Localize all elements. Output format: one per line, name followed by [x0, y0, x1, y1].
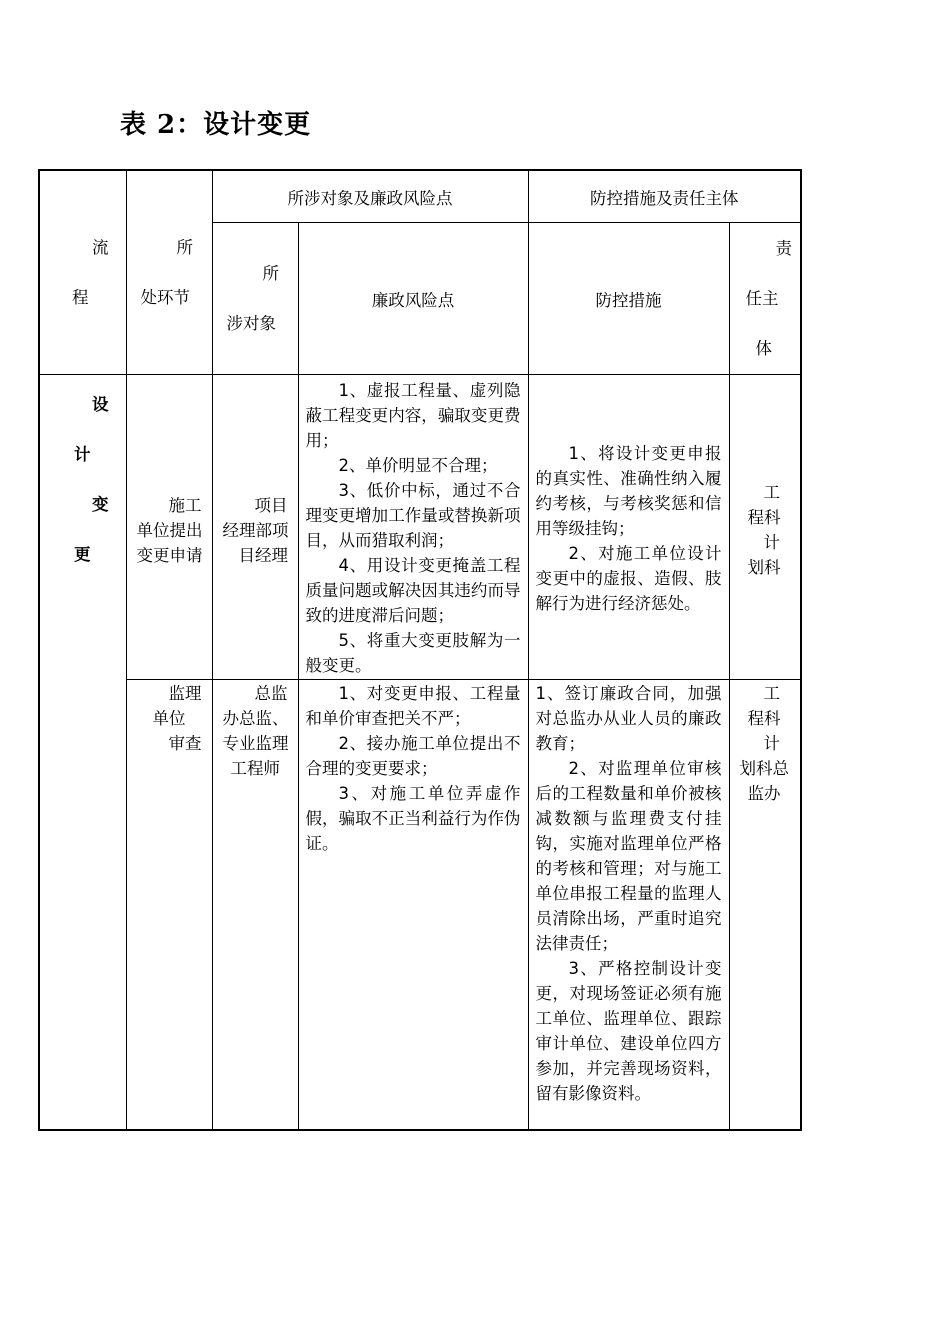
stage-line1: 监理	[168, 684, 202, 703]
process-name-char2: 计	[74, 445, 91, 464]
object-line2: 经理部项	[222, 520, 289, 540]
risk-item: 3、低价中标，通过不合理变更增加工作量或替换新项目，从而猎取利润；	[305, 481, 521, 550]
header-responsible-line3: 体	[755, 338, 772, 358]
responsible-line3: 计	[763, 734, 780, 753]
header-stage-line1: 所	[176, 237, 193, 257]
risk-item: 1、对变更申报、工程量和单价审查把关不严；	[305, 684, 521, 728]
stage-cell	[126, 375, 212, 680]
process-name-char1: 设	[92, 395, 109, 414]
header-process-line2: 程	[72, 287, 89, 307]
object-line3: 目经理	[238, 545, 288, 565]
process-name-char4: 更	[74, 545, 91, 564]
header-stage	[126, 170, 212, 375]
responsible-line4: 划科总	[739, 759, 789, 778]
responsible-line2: 程科	[747, 508, 781, 527]
header-responsible	[729, 223, 801, 375]
object-line1: 总监	[254, 684, 288, 703]
responsible-line1: 工	[763, 684, 780, 703]
object-line1: 项目	[254, 495, 288, 515]
risk-item: 4、用设计变更掩盖工程质量问题或解决因其违约而导致的进度滞后问题；	[305, 556, 521, 625]
responsible-line2: 程科	[747, 709, 781, 728]
header-object-line1: 所	[262, 263, 279, 283]
stage-cell	[126, 680, 212, 1131]
object-line3: 专业监理	[222, 734, 289, 753]
object-cell	[212, 375, 298, 680]
risk-points-cell	[298, 375, 528, 680]
measure-item: 3、严格控制设计变更，对现场签证必须有施工单位、监理单位、跟踪审计单位、建设单位四方参加，并完善现场资料，留有影像资料。	[535, 959, 722, 1103]
measure-item: 2、对监理单位审核后的工程数量和单价被核减数额与监理费支付挂钩，实施对监理单位严格的考核和管理；对与施工单位串报工程量的监理人员清除出场，严重时追究法律责任；	[535, 759, 722, 953]
header-responsible-line1: 责	[775, 238, 792, 258]
stage-line2: 单位提出	[136, 520, 203, 540]
risk-item: 2、单价明显不合理；	[338, 456, 498, 475]
responsible-line3: 计	[763, 533, 780, 552]
stage-line2: 单位	[152, 709, 186, 728]
measure-item: 2、对施工单位设计变更中的虚报、造假、肢解行为进行经济惩处。	[535, 543, 722, 613]
process-name-cell	[39, 375, 126, 1131]
responsible-cell	[729, 680, 801, 1131]
process-name-char3: 变	[92, 495, 109, 514]
header-group-control: 防控措施及责任主体	[528, 170, 801, 223]
risk-item: 2、接办施工单位提出不合理的变更要求；	[305, 734, 521, 778]
responsible-line5: 监办	[747, 784, 781, 803]
risk-item: 3、对施工单位弄虚作假，骗取不正当利益行为作伪证。	[305, 784, 521, 853]
header-control-measures: 防控措施	[528, 223, 729, 375]
header-responsible-line2: 任主	[745, 288, 779, 308]
measures-cell	[528, 680, 729, 1131]
header-group-risk: 所涉对象及廉政风险点	[212, 170, 528, 223]
responsible-line1: 工	[763, 483, 780, 502]
risk-table	[38, 169, 802, 1131]
header-object	[212, 223, 298, 375]
risk-points-cell	[298, 680, 528, 1131]
header-process	[39, 170, 126, 375]
object-line4: 工程师	[230, 759, 280, 778]
object-cell	[212, 680, 298, 1131]
header-process-line1: 流	[92, 237, 109, 257]
page-title: 表 2：设计变更	[120, 110, 312, 140]
risk-item: 5、将重大变更肢解为一般变更。	[305, 631, 521, 675]
stage-line3: 变更申请	[136, 545, 203, 565]
measure-item: 1、签订廉政合同，加强对总监办从业人员的廉政教育；	[535, 684, 722, 753]
header-stage-line2: 处环节	[140, 287, 190, 307]
stage-line1: 施工	[168, 495, 202, 515]
responsible-cell	[729, 375, 801, 680]
header-object-line2: 涉对象	[226, 313, 276, 333]
risk-item: 1、虚报工程量、虚列隐蔽工程变更内容，骗取变更费用；	[305, 381, 521, 450]
stage-line3: 审查	[168, 734, 202, 753]
responsible-line4: 划科	[747, 558, 781, 577]
object-line2: 办总监、	[222, 709, 289, 728]
measures-cell	[528, 375, 729, 680]
measure-item: 1、将设计变更申报的真实性、准确性纳入履约考核，与考核奖惩和信用等级挂钩；	[535, 443, 722, 538]
header-risk-points: 廉政风险点	[298, 223, 528, 375]
